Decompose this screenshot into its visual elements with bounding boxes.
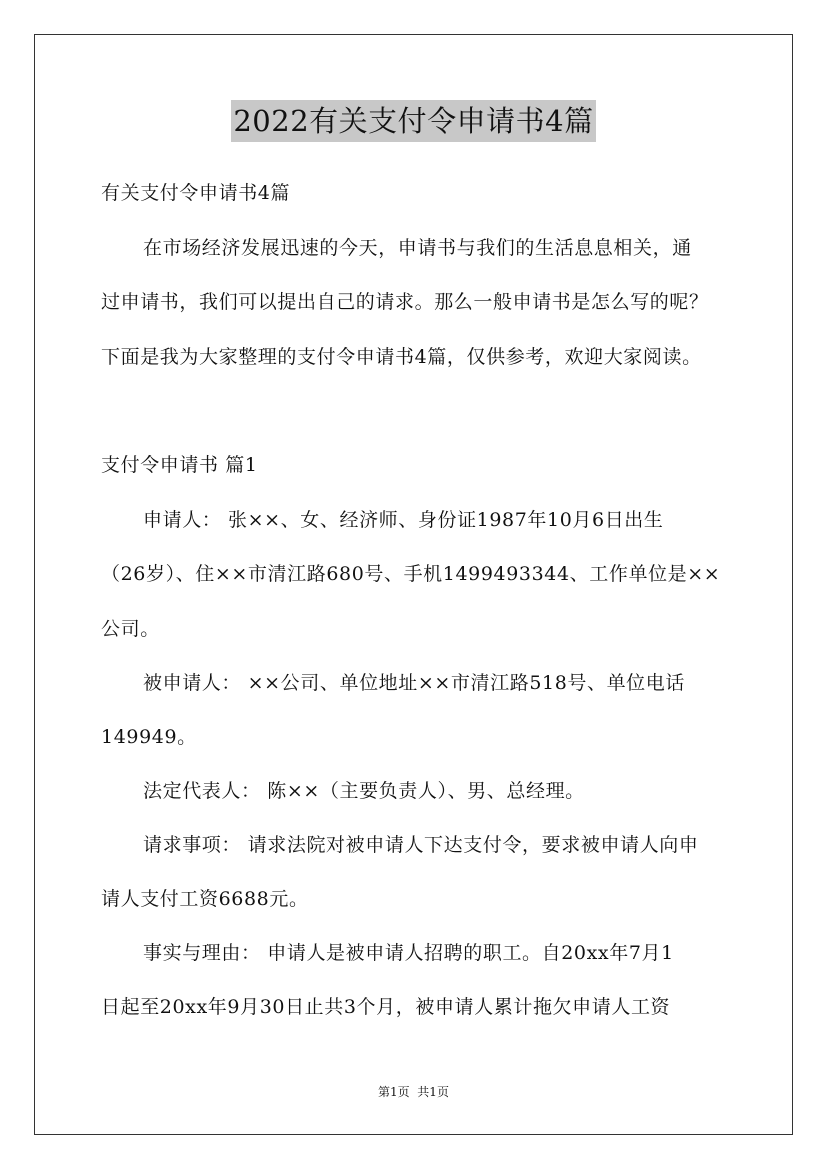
subtitle-line: 有关支付令申请书4篇 — [101, 182, 291, 204]
paragraph-line: 在市场经济发展迅速的今天，申请书与我们的生活息息相关，通 — [143, 237, 692, 259]
paragraph-line: 149949。 — [101, 726, 197, 748]
paragraph-line: 申请人： 张××、女、经济师、身份证1987年10月6日出生 — [143, 509, 664, 531]
paragraph-line: 公司。 — [101, 618, 160, 640]
title-wrapper — [0, 100, 827, 142]
paragraph-line: 事实与理由： 申请人是被申请人招聘的职工。自20xx年7月1 — [143, 942, 674, 964]
paragraph-line: 法定代表人： 陈××（主要负责人）、男、总经理。 — [143, 780, 585, 802]
paragraph-line: 日起至20xx年9月30日止共3个月，被申请人累计拖欠申请人工资 — [101, 996, 671, 1018]
paragraph-line: 请求事项： 请求法院对被申请人下达支付令，要求被申请人向申 — [143, 834, 699, 856]
section-heading: 支付令申请书 篇1 — [101, 454, 258, 476]
document-title: 2022有关支付令申请书4篇 — [231, 100, 595, 142]
page-footer: 第1页 共1页 — [378, 1085, 449, 1099]
paragraph-line: 下面是我为大家整理的支付令申请书4篇，仅供参考，欢迎大家阅读。 — [101, 346, 702, 368]
paragraph-line: 被申请人： ××公司、单位地址××市清江路518号、单位电话 — [143, 672, 685, 694]
paragraph-line: （26岁）、住××市清江路680号、手机1499493344、工作单位是×× — [101, 563, 721, 585]
paragraph-line: 过申请书，我们可以提出自己的请求。那么一般申请书是怎么写的呢？ — [101, 291, 709, 313]
paragraph-line: 请人支付工资6688元。 — [101, 888, 309, 910]
